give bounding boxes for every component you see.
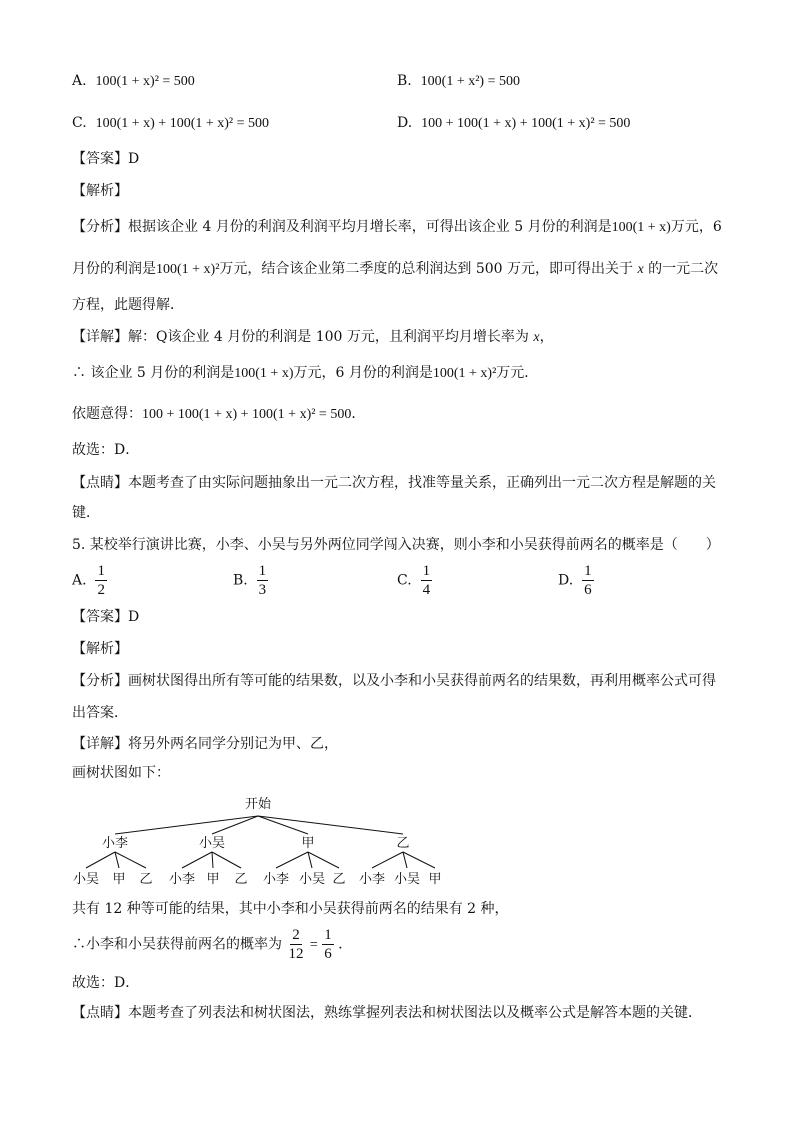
q5-option-d: D. $\frac{1}{6}$ [558,563,592,598]
q5-result-fraction-2: $\frac{1}{6}$ [324,927,332,962]
q5-answer: 【答案】D [72,609,140,625]
tree-branch-lines [86,816,435,868]
tree-line-b2-c1 [182,852,212,868]
q5-result-fraction-1: $\frac{2}{12}$ [288,927,304,962]
tree-line-b1-c2 [115,852,119,868]
q5-xiangjie-line-2: 画树状图如下： [72,765,170,781]
q5-option-b: B. $\frac{1}{3}$ [233,563,267,598]
q4-option-c-expr: 100(1 + x) + 100(1 + x)² = 500 [95,116,270,131]
q5-option-b-fraction: $\frac{1}{3}$ [258,563,267,598]
q4-fenxi-line-1: 【分析】根据该企业 4 月份的利润及利润平均月增长率，可得出该企业 5 月份的利润是100(1 + x)万元，6 [72,219,722,235]
tree-line-root-1 [115,816,258,834]
q4-option-b-expr: 100(1 + x²) = 500 [420,74,520,89]
tree-line-b4-c3 [403,852,435,868]
tree-branch-1: 小李 [101,836,129,851]
q4-fenxi-line-2: 月份的利润是100(1 + x)²万元，结合该企业第二季度的总利润达到 500 万元，即可得出关于 x 的一元二次 [72,261,719,277]
q4-dianjing-line-1: 【点睛】本题考查了由实际问题抽象出一元二次方程，找准等量关系，正确列出一元二次方程是解题的关 [72,475,716,491]
tree-line-b4-c2 [403,852,407,868]
tree-line-b3-c1 [276,852,308,868]
tree-line-b1-c1 [86,852,115,868]
q5-fenxi-line-2: 出答案． [72,705,128,721]
tree-branch-4: 乙 [396,836,410,851]
q5-xiangjie-line-1: 【详解】将另外两名同学分别记为甲、乙， [72,736,338,752]
tree-leaf-1-1: 小吴 [72,872,100,887]
q5-option-c: C. $\frac{1}{4}$ [397,563,431,598]
tree-line-b1-c3 [115,852,146,868]
tree-branch-3: 甲 [301,836,315,851]
q5-result-line-2: ∴小李和小吴获得前两名的概率为 $\frac{2}{12}$ = $\frac{1}{6}$ ． [72,927,353,962]
q5-stem: 5. 某校举行演讲比赛，小李、小吴与另外两位同学闯入决赛，则小李和小吴获得前两名的概率是（ ） [72,537,720,553]
tree-line-b4-c1 [372,852,403,868]
tree-leaf-4-1: 小李 [358,872,386,887]
q4-option-b: B. 100(1 + x²) = 500 [397,73,520,89]
q4-fenxi-line-3: 方程，此题得解． [72,297,184,313]
q5-dianjing-line: 【点睛】本题考查了列表法和树状图法，熟练掌握列表法和树状图法以及概率公式是解答本题的关键． [72,1005,702,1021]
tree-leaf-1-3: 乙 [139,872,153,887]
q4-dianjing-line-2: 键． [72,505,100,521]
tree-leaf-2-3: 乙 [234,872,248,887]
q5-result-line-1: 共有 12 种等可能的结果，其中小李和小吴获得前两名的结果有 2 种， [72,901,509,917]
q4-option-d-expr: 100 + 100(1 + x) + 100(1 + x)² = 500 [421,116,631,131]
q4-answer: 【答案】D [72,151,140,167]
tree-leaf-3-1: 小李 [262,872,290,887]
q4-xiangjie-line-2: ∴ 该企业 5 月份的利润是100(1 + x)万元，6 月份的利润是100(1 + x)²万元． [72,365,539,381]
q4-option-a: A. 100(1 + x)² = 500 [72,73,195,89]
tree-branch-2: 小吴 [198,836,226,851]
q4-choose: 故选：D． [72,442,140,458]
q5-option-d-fraction: $\frac{1}{6}$ [584,563,592,598]
q4-option-c: C. 100(1 + x) + 100(1 + x)² = 500 [72,115,270,131]
tree-line-b3-c3 [308,852,339,868]
tree-line-b2-c3 [212,852,241,868]
q4-xiangjie-line-1: 【详解】解：Q该企业 4 月份的利润是 100 万元，且利润平均月增长率为 x， [72,329,554,345]
tree-line-b2-c2 [212,852,213,868]
q4-option-d: D. 100 + 100(1 + x) + 100(1 + x)² = 500 [397,115,631,131]
tree-leaf-3-3: 乙 [332,872,346,887]
q5-option-c-fraction: $\frac{1}{4}$ [422,563,431,598]
tree-leaf-2-2: 甲 [206,872,220,887]
q4-analysis-heading: 【解析】 [72,183,128,199]
tree-leaf-4-3: 甲 [428,872,442,887]
tree-line-b3-c2 [308,852,312,868]
tree-leaf-4-2: 小吴 [393,872,421,887]
q5-analysis-heading: 【解析】 [72,641,128,657]
tree-line-root-4 [258,816,403,834]
tree-leaf-2-1: 小李 [168,872,196,887]
q4-equation: 100 + 100(1 + x) + 100(1 + x)² = 500 [142,407,352,422]
tree-root: 开始 [244,797,272,812]
q4-equation-line: 依题意得：100 + 100(1 + x) + 100(1 + x)² = 500． [72,406,366,422]
q5-option-a-fraction: $\frac{1}{2}$ [97,563,105,598]
q5-choose: 故选：D． [72,975,140,991]
probability-tree-diagram [60,792,460,892]
tree-leaf-3-2: 小吴 [298,872,326,887]
q5-fenxi-line-1: 【分析】画树状图得出所有等可能的结果数，以及小李和小吴获得前两名的结果数，再利用概率公式可得 [72,673,716,689]
tree-leaf-1-2: 甲 [112,872,126,887]
q5-option-a: A. $\frac{1}{2}$ [72,563,105,598]
q4-option-a-expr: 100(1 + x)² = 500 [95,74,195,89]
